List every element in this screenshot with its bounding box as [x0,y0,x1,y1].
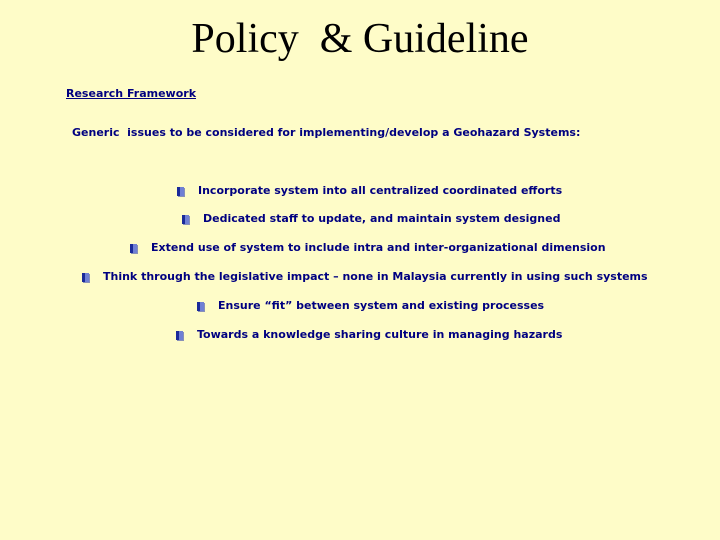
bullet-item [177,183,562,199]
slide-title: Policy & Guideline [191,16,529,62]
intro-text: Generic issues to be considered for implementing/develop a Geohazard Systems: [72,126,581,139]
bullet-text: Ensure “fit” between system and existing processes [218,299,545,312]
bullet-item [176,327,562,343]
bullet-text: Think through the legislative impact – none in Malaysia currently in using such systems [103,270,648,283]
square-bullet-icon [176,331,183,340]
bullet-item [197,298,544,314]
bullet-text: Towards a knowledge sharing culture in managing hazards [197,328,563,341]
square-bullet-icon [182,215,189,224]
bullet-text: Extend use of system to include intra and inter-organizational dimension [151,241,606,254]
square-bullet-icon [130,244,137,253]
bullet-text: Dedicated staff to update, and maintain system designed [203,212,561,225]
bullet-text: Incorporate system into all centralized coordinated efforts [198,184,563,197]
bullet-item [182,211,560,227]
square-bullet-icon [177,187,184,196]
bullet-item [130,240,606,256]
square-bullet-icon [197,302,204,311]
square-bullet-icon [82,273,89,282]
section-heading: Research Framework [66,87,197,100]
bullet-item [82,269,648,285]
